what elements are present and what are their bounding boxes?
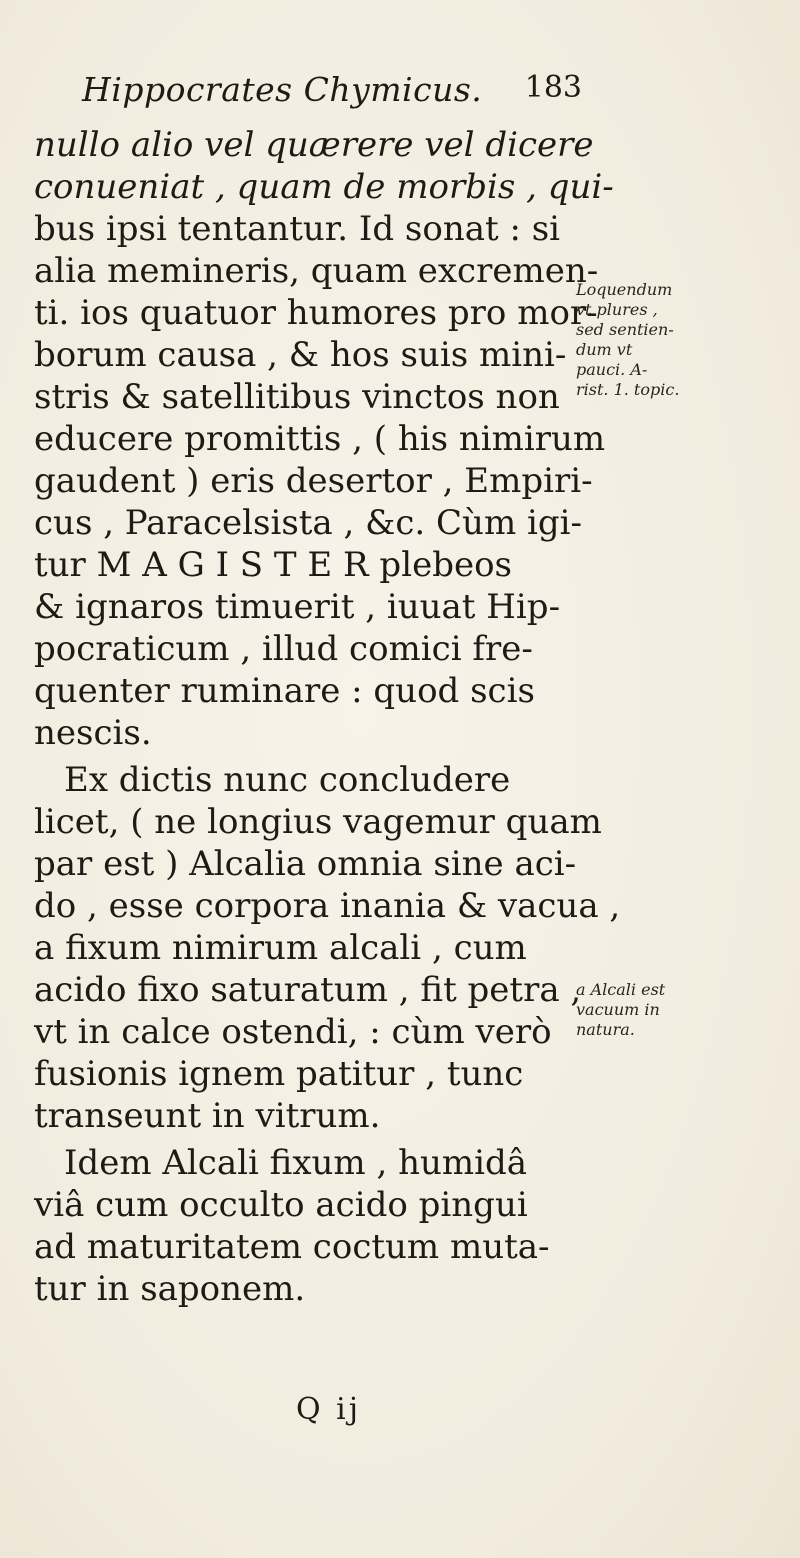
text-line: nullo alio vel quærere vel dicere bbox=[34, 125, 594, 165]
running-title: Hippocrates Chymicus. bbox=[82, 70, 483, 109]
text-line: a fixum nimirum alcali , cum bbox=[34, 928, 527, 968]
marginal-note-line: natura. bbox=[576, 1020, 635, 1039]
text-line: tur M A G I S T E R plebeos bbox=[34, 545, 512, 585]
marginal-note-line: sed sentien- bbox=[576, 320, 674, 339]
text-line: cus , Paracelsista , &c. Cùm igi- bbox=[34, 503, 583, 543]
running-header bbox=[82, 70, 582, 120]
marginal-note-line: a Alcali est bbox=[576, 980, 666, 999]
text-line: alia memineris, quam excremen- bbox=[34, 251, 599, 291]
text-line: educere promittis , ( his nimirum bbox=[34, 419, 606, 459]
text-line: borum causa , & hos suis mini- bbox=[34, 335, 567, 375]
text-line: acido fixo saturatum , fit petra , bbox=[34, 970, 582, 1010]
text-line: & ignaros timuerit , iuuat Hip- bbox=[34, 587, 561, 627]
signature-mark: Q ij bbox=[296, 1392, 362, 1427]
text-line: quenter ruminare : quod scis bbox=[34, 671, 535, 711]
text-line: fusionis ignem patitur , tunc bbox=[34, 1054, 524, 1094]
page-number: 183 bbox=[524, 70, 582, 105]
text-line: pocraticum , illud comici fre- bbox=[34, 629, 533, 669]
marginal-note-line: rist. 1. topic. bbox=[576, 380, 680, 399]
text-line: do , esse corpora inania & vacua , bbox=[34, 886, 621, 926]
text-line: gaudent ) eris desertor , Empiri- bbox=[34, 461, 593, 501]
text-line: vt in calce ostendi, : cùm verò bbox=[34, 1012, 552, 1052]
marginal-note-line: Loquendum bbox=[576, 280, 673, 299]
text-line: tur in saponem. bbox=[34, 1269, 306, 1309]
text-line: licet, ( ne longius vagemur quam bbox=[34, 802, 602, 842]
text-line: bus ipsi tentantur. Id sonat : si bbox=[34, 209, 561, 249]
text-line: stris & satellitibus vinctos non bbox=[34, 377, 560, 417]
text-line: Idem Alcali fixum , humidâ bbox=[64, 1143, 528, 1183]
marginal-note-line: vacuum in bbox=[576, 1000, 660, 1019]
text-line: par est ) Alcalia omnia sine aci- bbox=[34, 844, 577, 884]
marginal-note-alcali bbox=[576, 980, 794, 1040]
marginal-note-line: dum vt bbox=[576, 340, 633, 359]
marginal-note-line: vt plures , bbox=[576, 300, 658, 319]
text-line: conueniat , quam de morbis , qui- bbox=[34, 167, 614, 207]
text-line: ad maturitatem coctum muta- bbox=[34, 1227, 550, 1267]
text-line: nescis. bbox=[34, 713, 152, 753]
text-line: Ex dictis nunc concludere bbox=[64, 760, 511, 800]
text-line: viâ cum occulto acido pingui bbox=[34, 1185, 528, 1225]
marginal-note-line: pauci. A- bbox=[576, 360, 648, 379]
text-line: ti. ios quatuor humores pro mor- bbox=[34, 293, 598, 333]
marginal-note-loquendum bbox=[576, 280, 794, 400]
text-line: transeunt in vitrum. bbox=[34, 1096, 381, 1136]
